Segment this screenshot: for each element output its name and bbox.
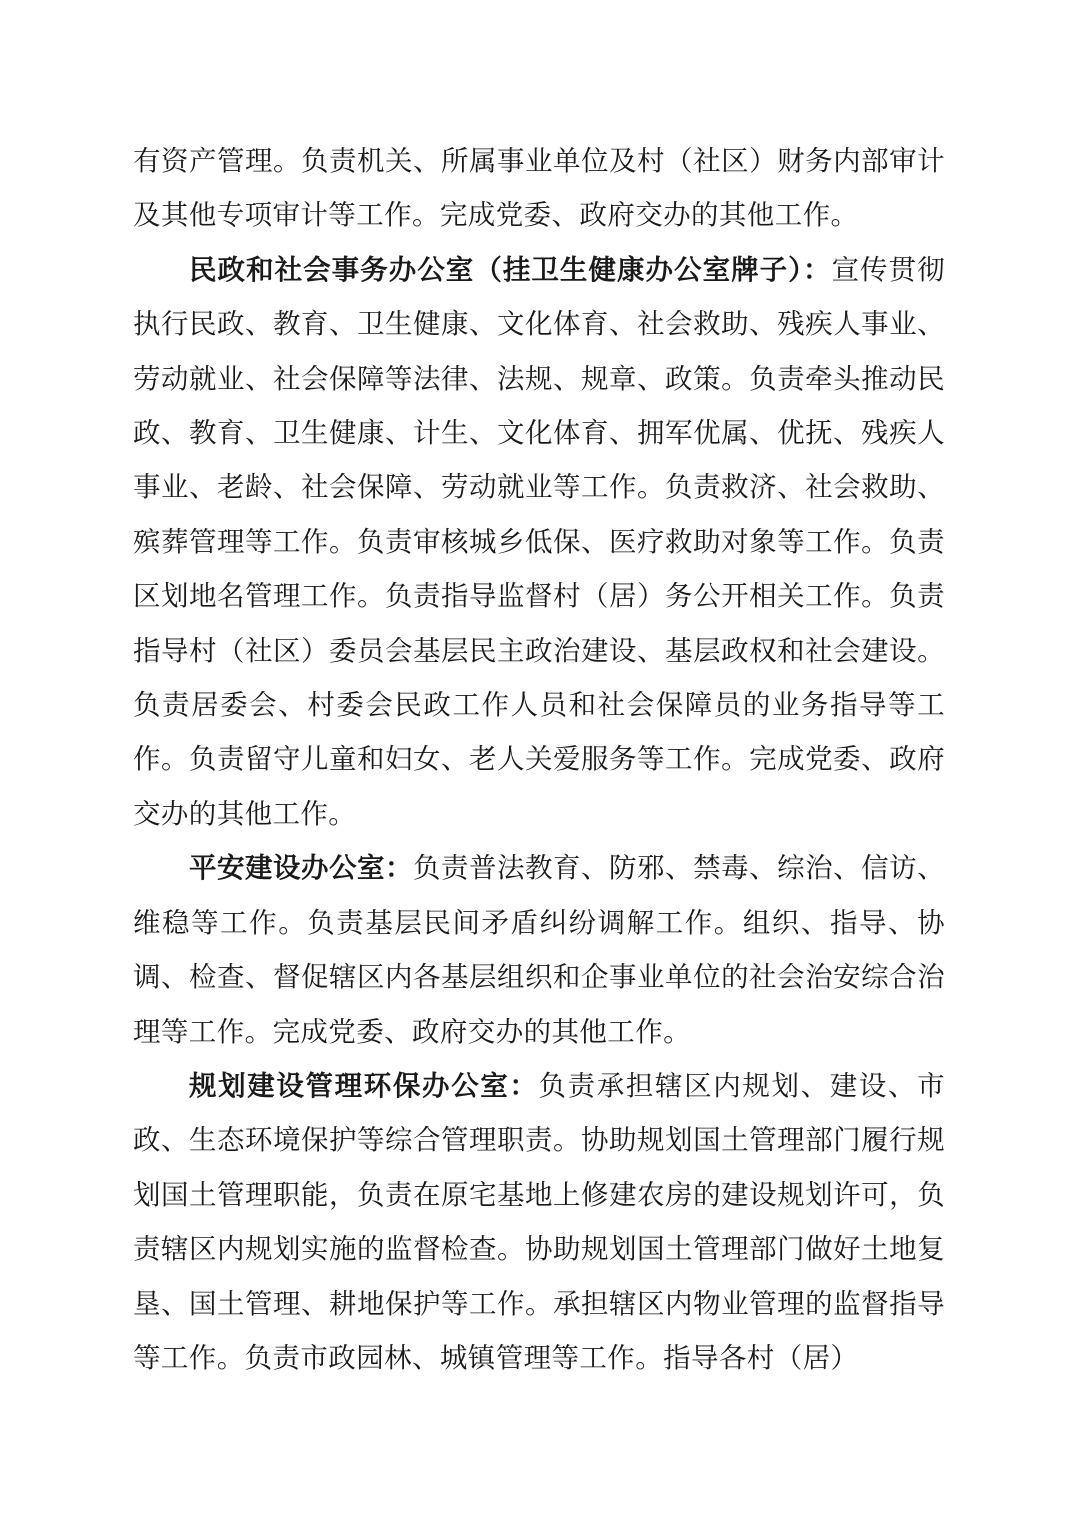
- paragraph-continuation: [133, 134, 945, 243]
- paragraph-body: 有资产管理。负责机关、所属事业单位及村（社区）财务内部审计及其他专项审计等工作。完成党委、政府交办的其他工作。: [133, 145, 945, 232]
- paragraph-body: 宣传贯彻执行民政、教育、卫生健康、文化体育、社会救助、残疾人事业、劳动就业、社会保障等法律、法规、规章、政策。负责牵头推动民政、教育、卫生健康、计生、文化体育、拥军优属、优抚、残疾人事业、老龄、社会保障、劳动就业等工作。负责救济、社会救助、殡葬管理等工作。负责审核城乡低保、医疗救助对象等工作。负责区划地名管理工作。负责指导监督村（居）务公开相关工作。负责指导村（社区）委员会基层民主政治建设、基层政权和社会建设。负责居委会、村委会民政工作人员和社会保障员的业务指导等工作。负责留守儿童和妇女、老人关爱服务等工作。完成党委、政府交办的其他工作。: [133, 253, 945, 830]
- paragraph-heading: 规划建设管理环保办公室：: [189, 1069, 539, 1102]
- paragraph-body: 负责承担辖区内规划、建设、市政、生态环境保护等综合管理职责。协助规划国土管理部门履行规划国土管理职能，负责在原宅基地上修建农房的建设规划许可，负责辖区内规划实施的监督检查。协助规划国土管理部门做好土地复垦、国土管理、耕地保护等工作。承担辖区内物业管理的监督指导等工作。负责市政园林、城镇管理等工作。指导各村（居）: [133, 1069, 945, 1374]
- paragraph-public-safety-office: [133, 841, 945, 1059]
- document-body: [133, 134, 945, 1385]
- paragraph-heading: 平安建设办公室：: [189, 852, 414, 885]
- paragraph-heading: 民政和社会事务办公室（挂卫生健康办公室牌子）：: [189, 253, 832, 286]
- paragraph-civil-affairs-office: [133, 243, 945, 841]
- paragraph-body: 负责普法教育、防邪、禁毒、综治、信访、维稳等工作。负责基层民间矛盾纠纷调解工作。组织、指导、协调、检查、督促辖区内各基层组织和企事业单位的社会治安综合治理等工作。完成党委、政府交办的其他工作。: [133, 852, 945, 1048]
- paragraph-planning-office: [133, 1059, 945, 1385]
